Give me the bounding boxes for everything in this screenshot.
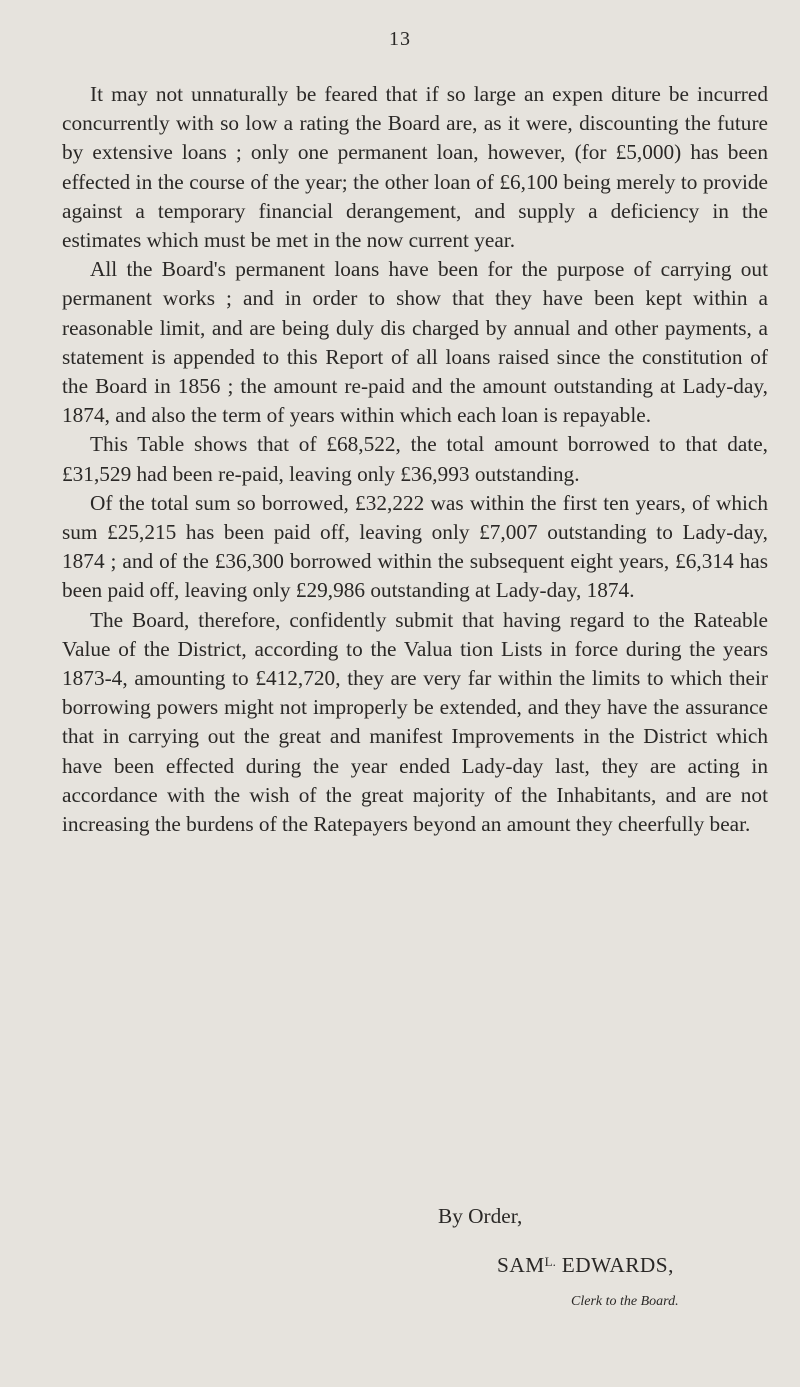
paragraph-loans-feared: It may not unnaturally be feared that if so large an expen diture be incurred concurrently with so low a rating the Board are, as it were, discounting the future by extensive loans ; only one permanent loan, however, (for £5,000) has been effected in the course of the year; the other loan of £6,100 being merely to provide against a temporary financial derangement, and supply a deficiency in the estimates which must be met in the now current year. <box>62 82 768 253</box>
report-body <box>62 80 768 839</box>
paragraph-borrowed-breakdown: Of the total sum so borrowed, £32,222 was within the first ten years, of which sum £25,215 has been paid off, leaving only £7,007 outstanding to Lady-day, 1874 ; and of the £36,300 borrowed within the subsequent eight years, £6,314 has been paid off, leaving only £29,986 outstanding at Lady-day, 1874. <box>62 490 768 603</box>
signature-superscript: L. <box>544 1254 556 1269</box>
paragraph-table-summary: This Table shows that of £68,522, the total amount borrowed to that date, £31,529 had been re-paid, leaving only £36,993 outstanding. <box>62 432 768 486</box>
paragraph-permanent-loans: All the Board's permanent loans have been for the purpose of carrying out permanent works ; and in order to show that they have been kept within a reasonable limit, and are being duly dis charged by annual and other payments, a statement is appended to this Report of all loans raised since the constitution of the Board in 1856 ; the amount re-paid and the amount outstanding at Lady-day, 1874, and also the term of years within which each loan is repayable. <box>62 257 768 428</box>
page-number: 13 <box>389 28 411 50</box>
signature-name <box>497 1253 674 1278</box>
signature-first-name: SAM <box>497 1253 545 1277</box>
signature-title: Clerk to the Board. <box>571 1294 679 1309</box>
paragraph-board-conclusion: The Board, therefore, confidently submit that having regard to the Rateable Value of the District, according to the Valua tion Lists in force during the years 1873-4, amounting to £412,720, they are very far within the limits to which their borrowing powers might not improperly be extended, and they have the assurance that in carrying out the great and manifest Improvements in the District which have been effected during the year ended Lady-day last, they are acting in accordance with the wish of the great majority of the Inhabitants, and are not increasing the burdens of the Ratepayers beyond an amount they cheerfully bear. <box>62 607 768 837</box>
signature-last-name: EDWARDS, <box>561 1253 674 1277</box>
by-order-text: By Order, <box>438 1204 523 1228</box>
